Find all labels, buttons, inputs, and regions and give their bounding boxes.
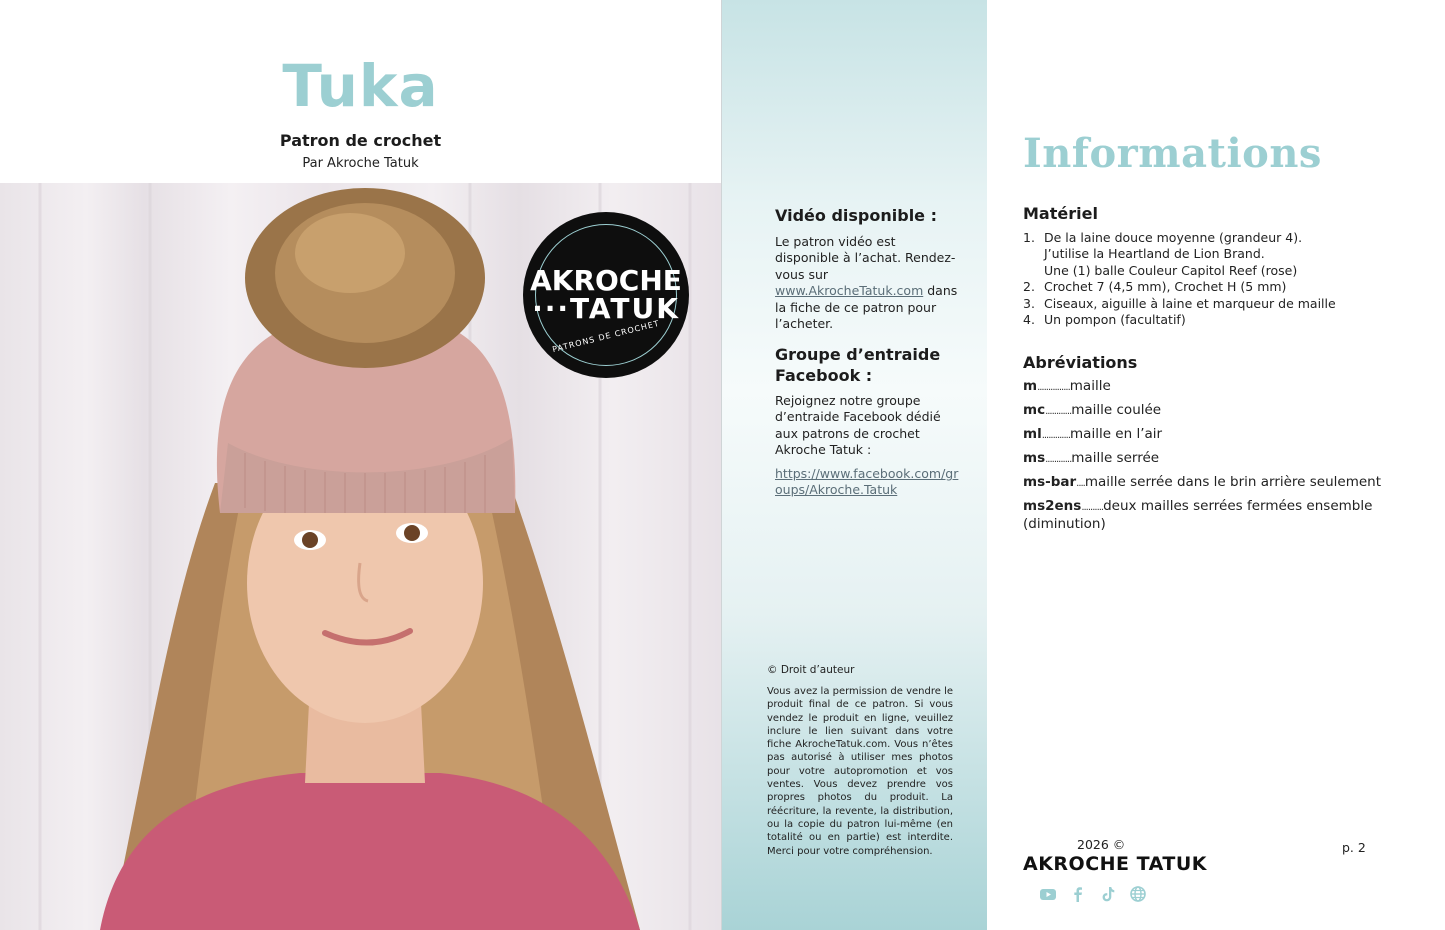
information-page (987, 0, 1445, 930)
abbreviation-row: mc ............ maille coulée (1023, 402, 1162, 418)
footer-year: 2026 © (1077, 837, 1126, 852)
video-text (775, 234, 961, 332)
pattern-title: Tuka (282, 52, 439, 120)
materials-list (1023, 230, 1423, 328)
social-links (1039, 885, 1147, 903)
copyright-body: Vous avez la permission de vendre le produit final de ce patron. Si vous vendez le produit en ligne, veuillez inclure le lien suivant dans votre fiche AkrocheTatuk.com. Vous n’êtes pas autorisé à utiliser mes photos pour votre autopromotion et vos ventes. Vous devez prendre vos propres photos du produit. La réécriture, la revente, la distribution, ou la copie du patron lui-même (en totalité ou en partie) est interdite. Merci pour votre compréhension. (767, 686, 953, 857)
info-sidebar (721, 0, 987, 930)
materials-item: 4. Un pompon (facultatif) (1023, 312, 1186, 328)
website-link[interactable]: www.AkrocheTatuk.com (775, 283, 924, 299)
page-number: p. 2 (1342, 840, 1366, 855)
abbreviations-list (1023, 378, 1423, 533)
facebook-icon[interactable] (1069, 885, 1087, 903)
materials-item: 3. Ciseaux, aiguille à laine et marqueur de maille (1023, 295, 1336, 311)
copyright-title: © Droit d’auteur (767, 664, 855, 676)
abbreviation-row: ms-bar .... maille serrée dans le brin arrière seulement (1023, 474, 1382, 490)
materials-heading: Matériel (1023, 204, 1098, 223)
badge-line2: ···TATUK (532, 292, 680, 325)
abbreviation-row: ms ............ maille serrée (1023, 450, 1160, 466)
video-text-before: Le patron vidéo est disponible à l’achat. Rendez-vous sur (775, 234, 956, 282)
group-text: Rejoignez notre groupe d’entraide Facebook dédié aux patrons de crochet Akroche Tatuk : (775, 393, 941, 458)
abbreviation-row: ms2ens..........deux mailles serrées fermées ensemble (diminution) (1023, 498, 1373, 532)
akroche-tatuk-logo-badge (523, 212, 689, 378)
information-title: Informations (1023, 130, 1322, 177)
badge-line1: AKROCHE (530, 264, 682, 297)
materials-item: 2. Crochet 7 (4,5 mm), Crochet H (5 mm) (1023, 279, 1287, 295)
video-heading: Vidéo disponible : (775, 206, 937, 225)
globe-icon[interactable] (1129, 885, 1147, 903)
youtube-icon[interactable] (1039, 885, 1057, 903)
pattern-byline: Par Akroche Tatuk (302, 156, 419, 171)
cover-page (0, 0, 721, 930)
abbreviation-row: m ............... maille (1023, 378, 1111, 394)
facebook-group-link[interactable]: https://www.facebook.com/groups/Akroche.Tatuk (775, 466, 959, 498)
badge-line3: PATRONS DE CROCHET (551, 318, 661, 355)
abbreviations-heading: Abréviations (1023, 353, 1138, 372)
pattern-subtitle: Patron de crochet (279, 131, 442, 150)
footer-brand-logo: AKROCHE TATUK (1023, 853, 1207, 875)
video-text-after: dans la fiche de ce patron pour l’acheter. (775, 283, 958, 332)
abbreviation-row: ml ............. maille en l’air (1023, 426, 1163, 442)
tiktok-icon[interactable] (1099, 885, 1117, 903)
materials-item: 1. De la laine douce moyenne (grandeur 4). J’utilise la Heartland de Lion Brand. Une (1) balle Couleur Capitol Reef (rose) (1023, 230, 1303, 278)
group-heading: Groupe d’entraide Facebook : (775, 345, 941, 385)
